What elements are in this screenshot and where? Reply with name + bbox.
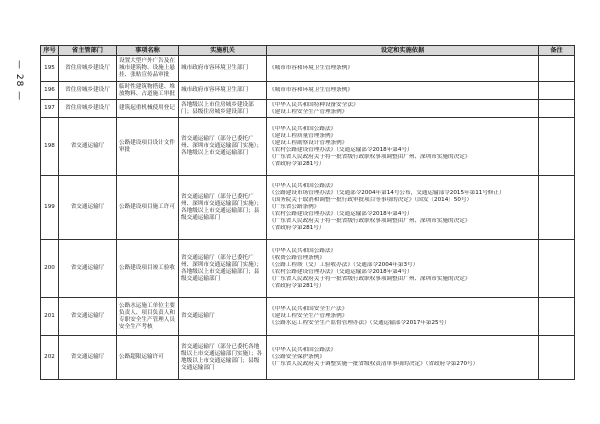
row-note (539, 176, 575, 240)
basis-line: 《中华人民共和国公路法》 (269, 247, 337, 254)
row-dept: 省交通运输厅 (59, 336, 117, 380)
row-basis (267, 82, 539, 100)
row-agency: 省交通运输厅 (179, 298, 267, 336)
table-row (41, 336, 575, 380)
row-basis (267, 100, 539, 118)
basis-line: 《中华人民共和国公路法》 (269, 183, 337, 189)
table-header-row (41, 46, 575, 56)
basis-line: 《建设工程安全生产管理条例》 (269, 313, 348, 319)
table-row (41, 240, 575, 298)
header-item: 事项名称 (117, 46, 179, 56)
basis-line: 《国务院关于取消和调整一批行政审批项目等事项的决定》（国发〔2014〕50号） (269, 197, 473, 203)
row-note (539, 240, 575, 298)
row-dept: 省交通运输厅 (59, 240, 117, 298)
row-note (539, 298, 575, 336)
row-item: 公路超限运输许可 (117, 336, 179, 380)
row-dept: 省交通运输厅 (59, 118, 117, 176)
basis-line: 《城市市容和环境卫生管理条例》 (269, 65, 353, 71)
basis-line: 《农村公路建设管理办法》（交通运输部令2018年第4号） (269, 211, 413, 217)
row-seq: 201 (41, 298, 59, 336)
basis-line: 《建设工程安全生产管理条例》 (269, 108, 348, 115)
header-note: 备注 (539, 46, 575, 56)
row-dept: 省住房城乡建设厅 (59, 56, 117, 82)
row-agency: 省交通运输厅（部分已委托广州、深圳市交通运输部门实施）；各地级以上市交通运输部门 (179, 118, 267, 176)
permit-table (40, 45, 575, 380)
table-row (41, 118, 575, 176)
row-dept: 省住房城乡建设厅 (59, 82, 117, 100)
basis-line: 《建设工程勘察设计管理条例》 (269, 139, 348, 146)
header-seq: 序号 (41, 46, 59, 56)
basis-line: 《中华人民共和国公路法》 (269, 347, 337, 353)
row-seq: 195 (41, 56, 59, 82)
row-note (539, 336, 575, 380)
row-agency: 城市政府市容环境卫生部门 (179, 56, 267, 82)
row-seq: 197 (41, 100, 59, 118)
row-note (539, 82, 575, 100)
row-seq: 200 (41, 240, 59, 298)
row-dept: 省交通运输厅 (59, 298, 117, 336)
basis-line: 《公路水运工程安全生产监督管理办法》（交通运输部令2017年第25号） (269, 320, 450, 326)
row-seq: 198 (41, 118, 59, 176)
row-agency: 省交通运输厅（部分已委托广州、深圳市交通运输部门实施）；各地级以上市交通运输部门；县级交通运输部门 (179, 240, 267, 298)
table-row (41, 176, 575, 240)
row-seq: 202 (41, 336, 59, 380)
basis-line: 《建设工程质量管理条例》 (269, 132, 337, 139)
row-seq: 196 (41, 82, 59, 100)
row-item: 公路建设项目设计文件审批 (117, 118, 179, 176)
row-item: 临时性建筑物搭建、堆放物料、占道施工审批 (117, 82, 179, 100)
header-agency: 实施机关 (179, 46, 267, 56)
basis-line: 《公路建设市场管理办法》（交通部令2004年第14号公布，交通运输部令2015年第11号修正） (269, 190, 505, 196)
basis-line: 《中华人民共和国特种设备安全法》 (269, 101, 359, 108)
basis-line: 《广东省公路条例》 (269, 204, 320, 210)
row-agency: 城市政府市容环境卫生部门 (179, 82, 267, 100)
row-item: 公路建设项目竣工验收 (117, 240, 179, 298)
row-basis (267, 56, 539, 82)
table-row (41, 298, 575, 336)
table-row (41, 100, 575, 118)
row-item: 公路建设项目施工许可 (117, 176, 179, 240)
row-item: 建筑起重机械使用登记 (117, 100, 179, 118)
basis-line: 《广东省人民政府关于将一批省级行政职权事项调整由广州、深圳市实施的决定》 (269, 218, 471, 224)
page-number: — 28 — (14, 60, 24, 102)
basis-line: 《农村公路建设管理办法》（交通运输部令2018年第4号） (269, 146, 413, 153)
basis-line: 《广东省人民政府关于将一批省级行政职权事项调整由广州、深圳市实施的决定》 (269, 153, 471, 160)
basis-line: （省政府令第281号） (269, 282, 325, 289)
row-note (539, 56, 575, 82)
header-dept: 省主管部门 (59, 46, 117, 56)
basis-line: 《广东省人民政府关于将一批省级行政职权事项调整由广州、深圳市实施的决定》 (269, 275, 471, 282)
row-note (539, 118, 575, 176)
header-basis: 设定和实施依据 (267, 46, 539, 56)
basis-line: 《中华人民共和国公路法》 (269, 125, 337, 132)
basis-line: 《广东省人民政府关于调整实施一批省级权责清单事项的决定》（省政府令第270号） (269, 361, 479, 367)
row-dept: 省交通运输厅 (59, 176, 117, 240)
table-row (41, 82, 575, 100)
table-row (41, 56, 575, 82)
basis-line: 《中华人民共和国安全生产法》 (269, 306, 348, 312)
row-dept: 省住房城乡建设厅 (59, 100, 117, 118)
row-seq: 199 (41, 176, 59, 240)
basis-line: 《农村公路建设管理办法》（交通运输部令2018年第4号） (269, 268, 413, 275)
basis-line: 《公路安全保护条例》 (269, 354, 325, 360)
basis-line: 《公路工程竣（交）工验收办法》（交通部令2004年第3号） (269, 261, 419, 268)
row-agency: 各地级以上市住房城乡建设部门；县级住房城乡建设部门 (179, 100, 267, 118)
row-basis (267, 118, 539, 176)
row-agency: 省交通运输厅（部分已委托广州、深圳市交通运输部门实施）；各地级以上市交通运输部门；县级交通运输部门 (179, 176, 267, 240)
basis-line: 《收费公路管理条例》 (269, 254, 325, 261)
row-basis (267, 240, 539, 298)
basis-line: （省政府令第281号） (269, 225, 325, 231)
row-agency: 省交通运输厅（部分已委托各地级以上市交通运输部门实施）；各地级以上市交通运输部门；县级交通运输部门 (179, 336, 267, 380)
basis-line: 《城市市容和环境卫生管理条例》 (269, 87, 353, 93)
basis-line: （省政府令第281号） (269, 160, 325, 167)
row-basis (267, 176, 539, 240)
row-note (539, 100, 575, 118)
row-item: 设置大型户外广告及在城市建筑物、设施上悬挂、张贴宣传品审批 (117, 56, 179, 82)
row-item: 公路水运施工单位主要负责人、项目负责人和专职安全生产管理人员安全生产考核 (117, 298, 179, 336)
row-basis (267, 298, 539, 336)
row-basis (267, 336, 539, 380)
